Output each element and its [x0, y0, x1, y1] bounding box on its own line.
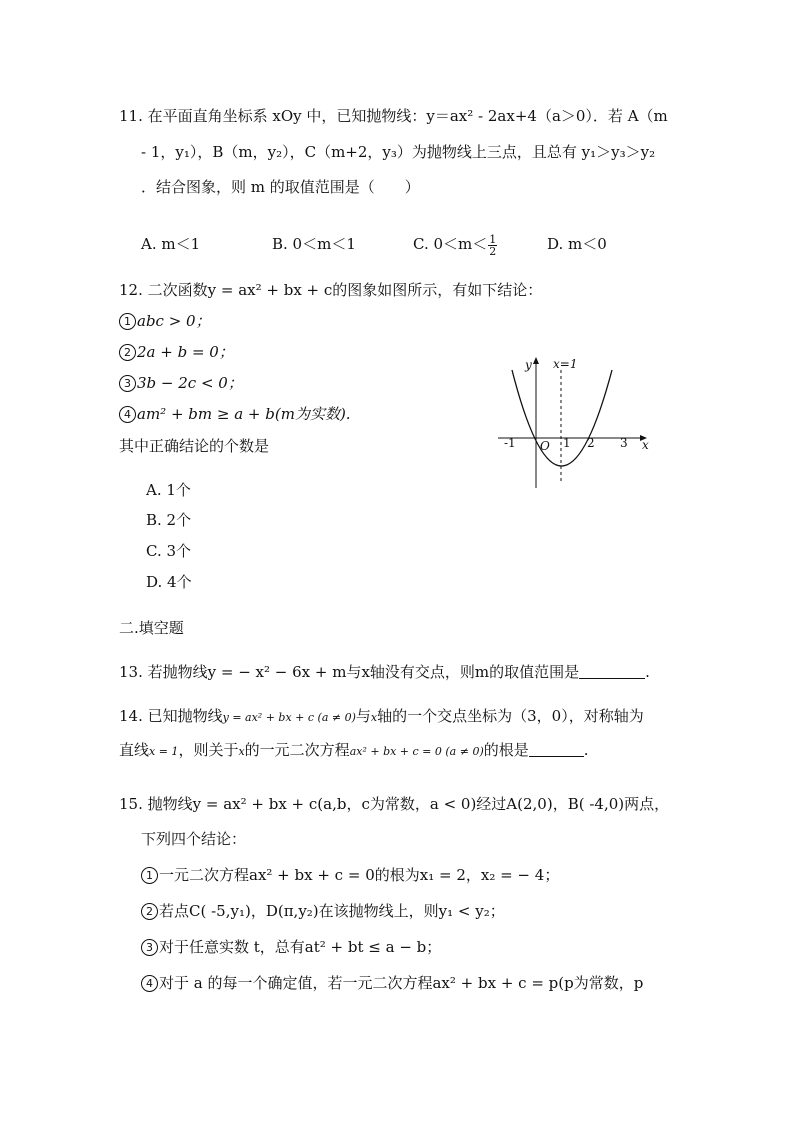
q12-statement-3 — [119, 373, 243, 393]
q12-option-b[interactable]: B. 2个 — [146, 511, 192, 529]
q11-option-b[interactable]: B. 0＜m＜1 — [272, 235, 356, 253]
q14-text: 的根是 — [483, 741, 529, 759]
q14-text: ，则关于 — [178, 741, 239, 759]
circled-number: 1 — [119, 313, 136, 330]
q14-text: 与 — [355, 707, 371, 725]
q13-end: . — [645, 663, 650, 681]
statement-text: 若点C( -5,y₁)，D(π,y₂)在该抛物线上，则y₁ < y₂； — [159, 902, 505, 920]
q12-option-c[interactable]: C. 3个 — [146, 542, 192, 560]
q11-line-1: 11. 在平面直角坐标系 xOy 中，已知抛物线：y＝ax² - 2ax+4（a＞0）．若 A（m — [119, 107, 668, 125]
q12-statement-2 — [119, 342, 234, 362]
statement-text: am² + bm ≥ a + b(m为实数). — [137, 405, 351, 423]
fraction-denominator: 2 — [489, 244, 497, 258]
q14-text: 的一元二次方程 — [244, 741, 350, 759]
q15-statement-4 — [141, 973, 643, 993]
y-axis-arrow — [533, 357, 539, 364]
q12-intro: 12. 二次函数y = ax² + bx + c的图象如图所示，有如下结论： — [119, 281, 543, 299]
statement-text: 2a + b = 0； — [137, 343, 234, 361]
statement-text: 对于 a 的每一个确定值，若一元二次方程ax² + bx + c = p(p为常数，p — [159, 974, 644, 992]
q14-end: . — [583, 741, 589, 759]
q15-statement-1 — [141, 865, 559, 885]
q11-line-2: - 1，y₁），B（m，y₂），C（m+2，y₃）为抛物线上三点，且总有 y₁＞y₃＞y₂ — [141, 143, 656, 161]
circled-number: 2 — [141, 903, 158, 920]
statement-text: 3b − 2c < 0； — [137, 374, 243, 392]
q15-line-1: 15. 抛物线y = ax² + bx + c(a,b，c为常数，a < 0)经过A(2,0)，B( -4,0)两点， — [119, 795, 670, 813]
tick-3: 3 — [620, 436, 628, 450]
circled-number: 3 — [141, 939, 158, 956]
q14-line-1 — [119, 706, 644, 728]
origin-label: O — [540, 439, 550, 453]
circled-number: 4 — [119, 406, 136, 423]
statement-text: abc > 0； — [137, 312, 211, 330]
statement-text: 一元二次方程ax² + bx + c = 0的根为x₁ = 2，x₂ = − 4； — [159, 866, 560, 884]
q14-text: 轴的一个交点坐标为（3，0），对称轴为 — [377, 707, 644, 725]
q15-line-2: 下列四个结论： — [141, 830, 247, 848]
fraction-numerator: 1 — [489, 232, 497, 246]
q11-option-a[interactable]: A. m＜1 — [141, 235, 201, 253]
q11-option-c[interactable] — [413, 230, 498, 258]
q12-statement-1 — [119, 311, 211, 331]
answer-blank[interactable] — [579, 664, 645, 679]
q14-equation: ax² + bx + c = 0 (a ≠ 0) — [349, 745, 484, 758]
q13-text — [119, 662, 650, 682]
q15-statement-3 — [141, 937, 441, 957]
statement-text: 对于任意实数 t，总有at² + bt ≤ a − b； — [159, 938, 442, 956]
q14-variable: x — [238, 745, 245, 758]
q14-equation: x = 1 — [149, 745, 179, 758]
q11-option-d[interactable]: D. m＜0 — [547, 235, 607, 253]
q14-equation: y = ax² + bx + c (a ≠ 0) — [222, 711, 356, 724]
circled-number: 1 — [141, 867, 158, 884]
q11-option-c-prefix: C. 0＜m＜ — [413, 235, 488, 253]
circled-number: 2 — [119, 344, 136, 361]
q14-variable: x — [370, 711, 378, 724]
q12-option-d[interactable]: D. 4个 — [146, 573, 192, 591]
symmetry-axis-label: x=1 — [553, 357, 578, 371]
q14-line-2 — [119, 740, 589, 762]
q13-body: 13. 若抛物线y = − x² − 6x + m与x轴没有交点，则m的取值范围是 — [119, 663, 580, 681]
answer-blank[interactable] — [529, 742, 584, 757]
circled-number: 4 — [141, 975, 158, 992]
q15-statement-2 — [141, 901, 505, 921]
tick-1: 1 — [563, 436, 571, 450]
q12-question: 其中正确结论的个数是 — [119, 437, 270, 455]
x-axis-label: x — [642, 438, 649, 452]
parabola-graph — [490, 350, 660, 495]
section-title: 二.填空题 — [119, 619, 184, 637]
y-axis-label: y — [525, 358, 532, 372]
q11-option-c-fraction — [488, 234, 497, 257]
q14-text: 14. 已知抛物线 — [119, 707, 223, 725]
circled-number: 3 — [119, 375, 136, 392]
tick-2: 2 — [587, 436, 595, 450]
q12-option-a[interactable]: A. 1个 — [146, 481, 191, 499]
q14-text: 直线 — [119, 741, 150, 759]
tick-minus-1: -1 — [504, 436, 516, 450]
q11-line-3: ．结合图象，则 m 的取值范围是（ ） — [141, 178, 420, 196]
parabola-curve — [512, 370, 612, 466]
q12-statement-4 — [119, 404, 351, 424]
